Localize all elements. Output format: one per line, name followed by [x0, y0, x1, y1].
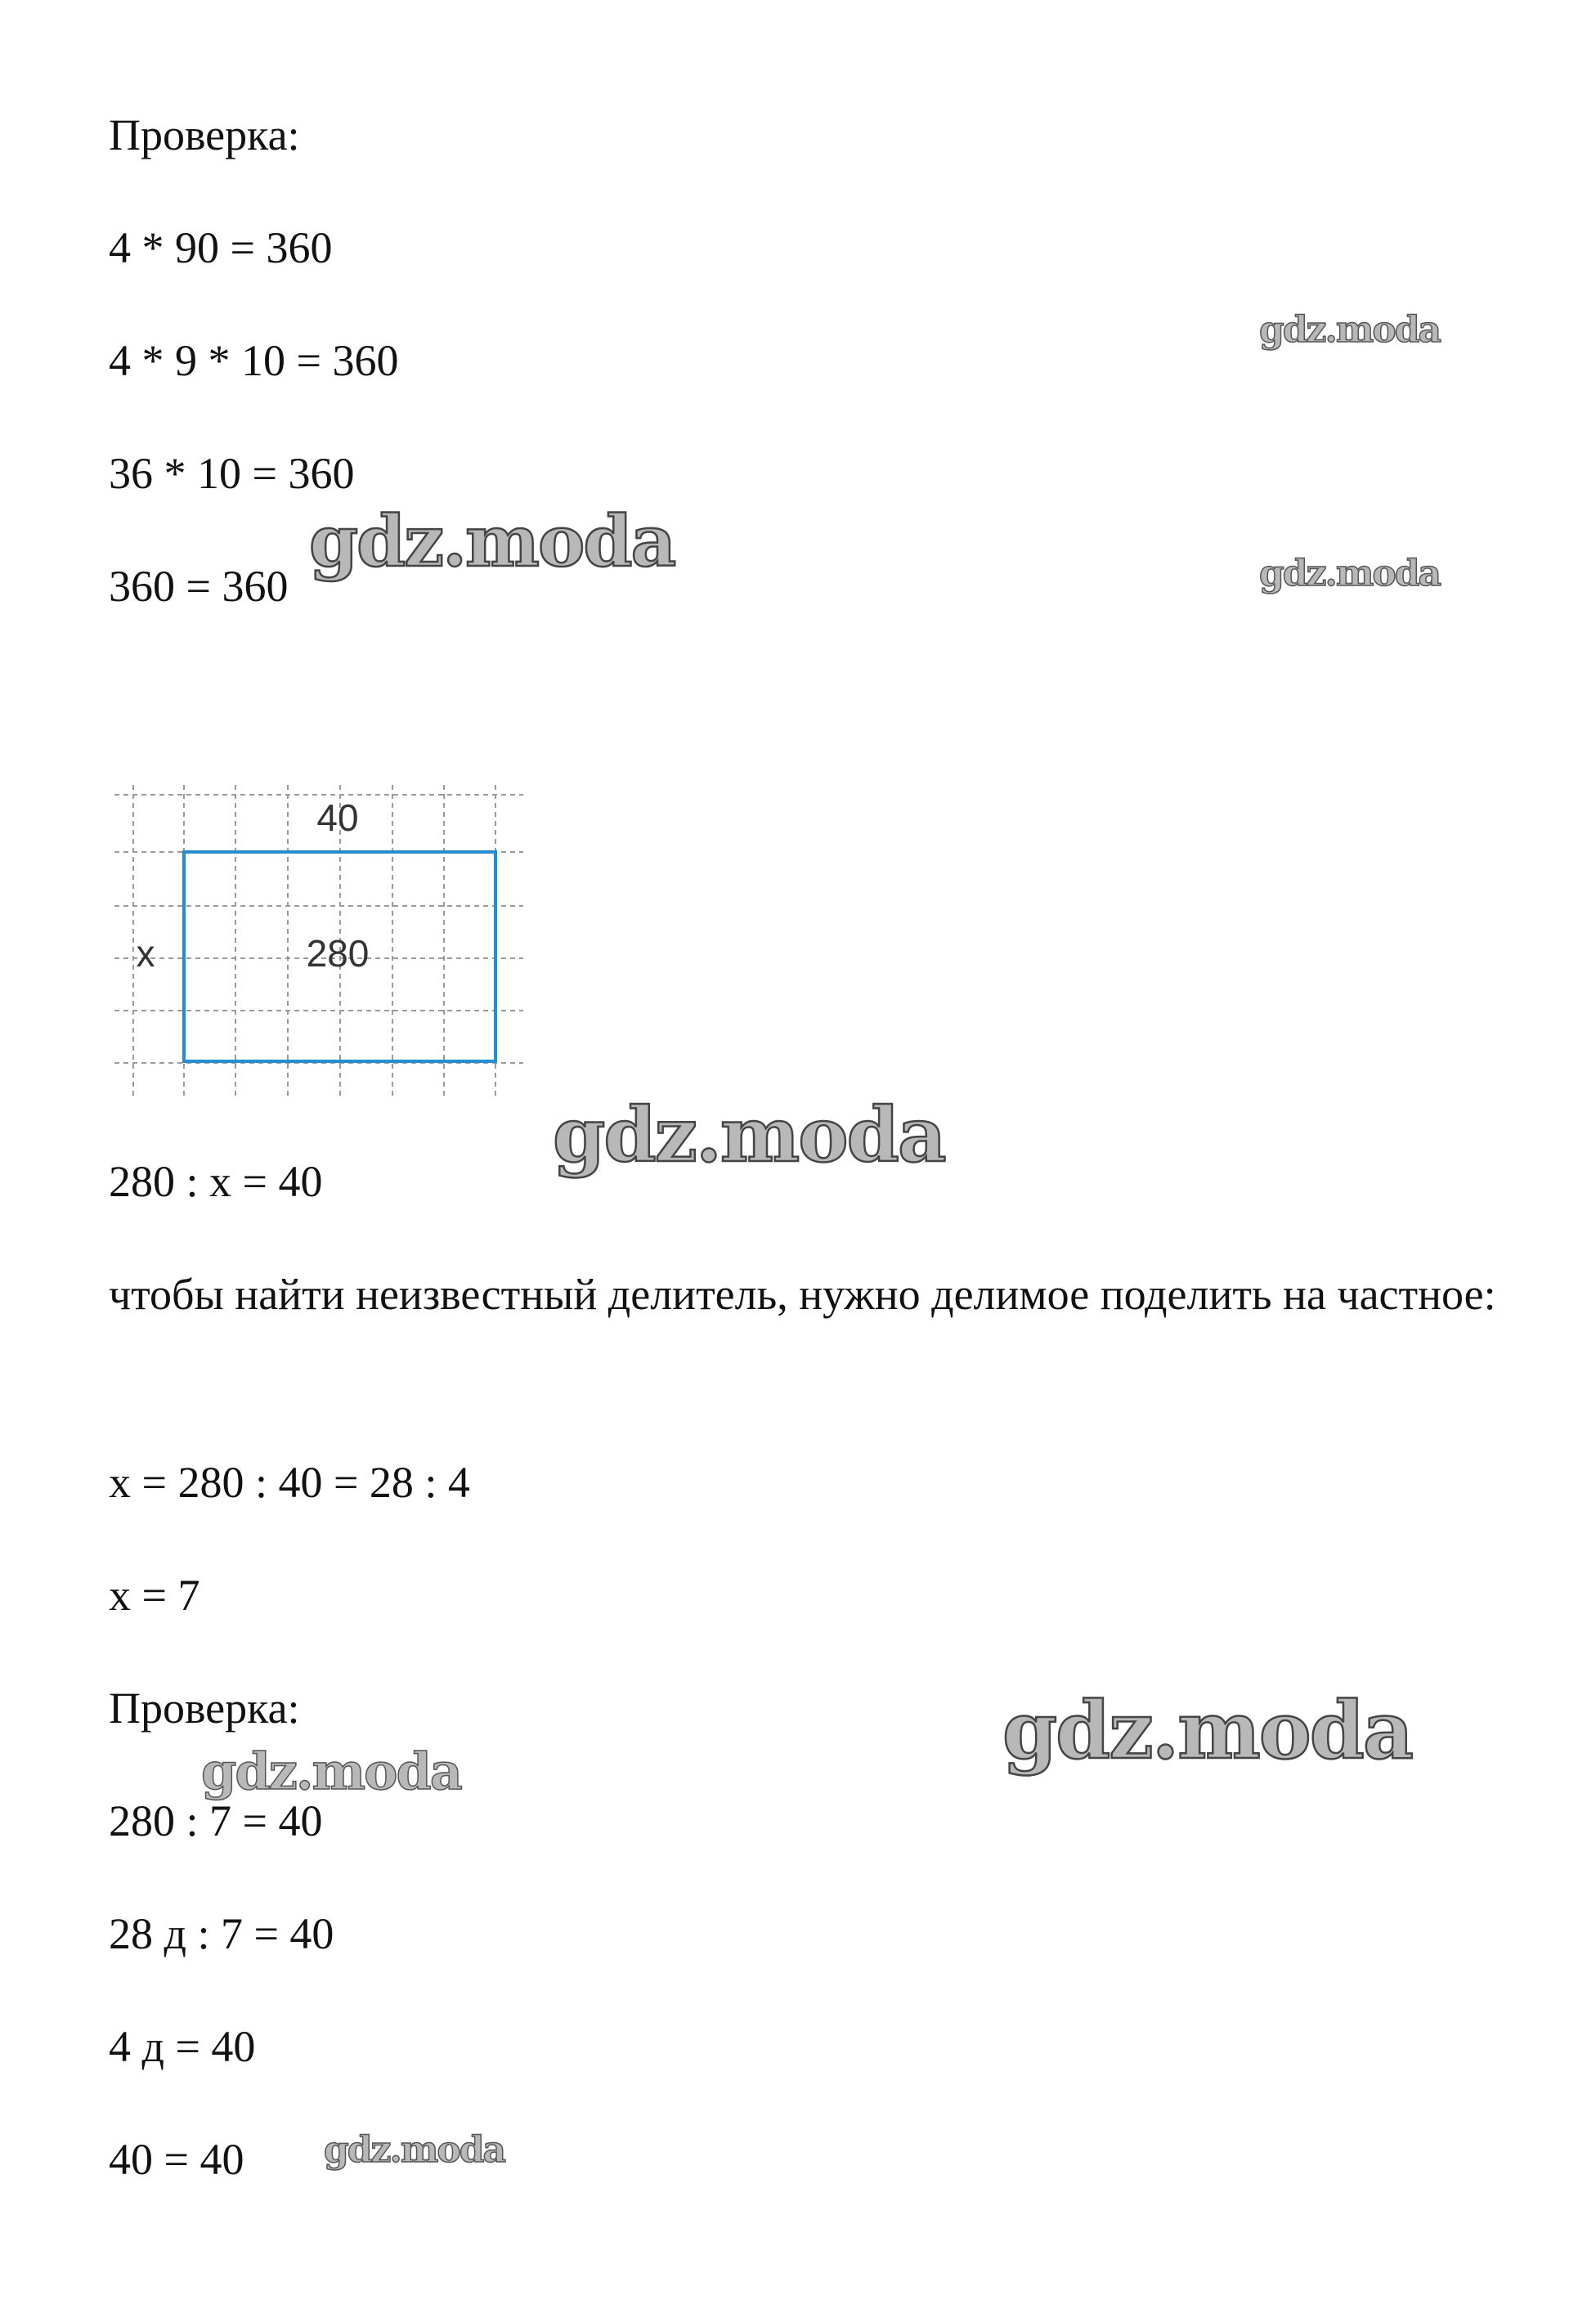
side-label: x [136, 932, 155, 975]
area-label: 280 [306, 932, 370, 975]
check-line-3: 36 * 10 = 360 [109, 449, 355, 498]
watermark: gdz.moda [1259, 553, 1441, 594]
check2-line-1: 280 : 7 = 40 [109, 1796, 323, 1845]
check-line-4: 360 = 360 [109, 562, 289, 611]
top-side-label: 40 [316, 796, 359, 839]
solution-line: x = 280 : 40 = 28 : 4 [109, 1458, 470, 1507]
check-heading-1: Проверка: [109, 110, 300, 159]
watermark: gdz.moda [553, 1091, 945, 1179]
rule-text: чтобы найти неизвестный делитель, нужно делимое поделить на частное: [109, 1270, 1496, 1319]
equation: 280 : x = 40 [109, 1157, 323, 1206]
watermark: gdz.moda [201, 1742, 461, 1801]
check-line-2: 4 * 9 * 10 = 360 [109, 336, 399, 385]
check2-line-4: 40 = 40 [109, 2135, 244, 2184]
answer-line: x = 7 [109, 1571, 200, 1620]
watermark: gdz.moda [324, 2129, 505, 2171]
check-heading-2: Проверка: [109, 1684, 300, 1733]
check-line-1: 4 * 90 = 360 [109, 223, 333, 272]
watermark: gdz.moda [1002, 1684, 1413, 1777]
watermark: gdz.moda [1259, 309, 1441, 351]
watermark: gdz.moda [309, 500, 675, 583]
check2-line-2: 28 д : 7 = 40 [109, 1909, 334, 1958]
check2-line-3: 4 д = 40 [109, 2022, 256, 2071]
rectangle-diagram [114, 785, 523, 1096]
